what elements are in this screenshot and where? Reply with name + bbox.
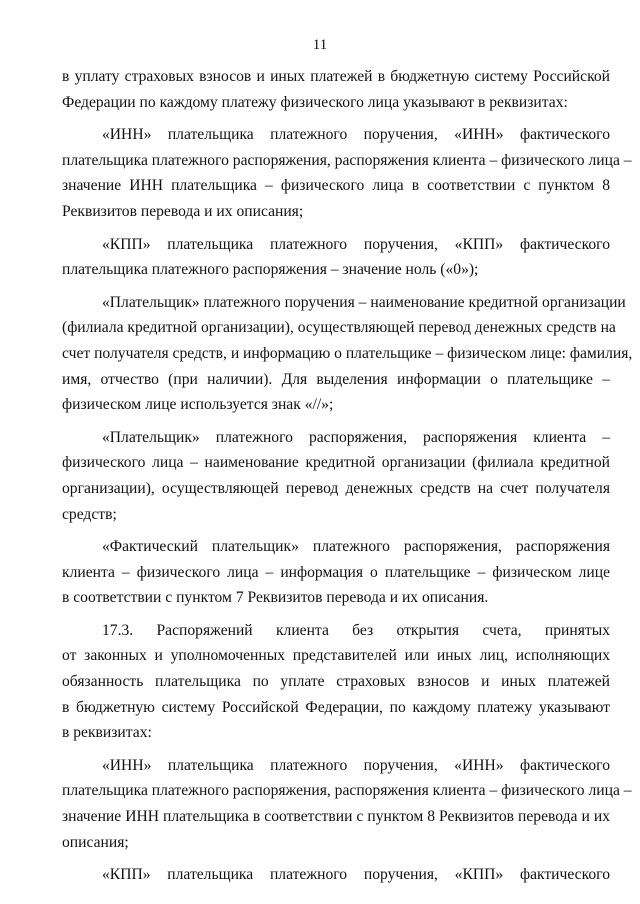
paragraph-gap <box>62 855 610 862</box>
text-line: обязанность плательщика по уплате страховых взносов и иных платежей <box>62 673 610 691</box>
paragraph-gap <box>62 225 610 232</box>
paragraph-gap <box>62 283 610 290</box>
text-line: Федерации по каждому платежу физического лица указывают в реквизитах: <box>62 93 568 111</box>
text-line: в реквизитах: <box>62 724 152 742</box>
text-line: плательщика платежного распоряжения, распоряжения клиента – физического лица – <box>62 151 632 169</box>
text-line: клиента – физического лица – информация о плательщике – физическом лице <box>62 563 610 581</box>
paragraph-gap <box>62 527 610 534</box>
paragraph-first-line: «КПП» плательщика платежного поручения, «КПП» фактического <box>102 235 610 253</box>
document-body <box>62 64 633 888</box>
text-line: в уплату страховых взносов и иных платежей в бюджетную систему Российской <box>62 68 610 85</box>
paragraph-gap <box>62 746 610 753</box>
paragraph-gap <box>62 418 610 425</box>
paragraph-first-line: 17.3. Распоряжений клиента без открытия счета, принятых <box>102 621 610 639</box>
paragraph-gap <box>62 611 610 618</box>
paragraph-first-line: «Плательщик» платежного распоряжения, распоряжения клиента – <box>102 428 610 446</box>
text-line: Реквизитов перевода и их описания; <box>62 202 304 220</box>
text-line: в соответствии с пунктом 7 Реквизитов перевода и их описания. <box>62 589 489 607</box>
paragraph-gap <box>62 115 610 122</box>
text-line: физическом лице используется знак «//»; <box>62 396 334 414</box>
text-line: от законных и уполномоченных представителей или иных лиц, исполняющих <box>62 647 610 665</box>
page-number: 11 <box>312 37 328 53</box>
paragraph-first-line: «ИНН» плательщика платежного поручения, «ИНН» фактического <box>102 756 610 774</box>
text-line: организации), осуществляющей перевод денежных средств на счет получателя <box>62 479 610 497</box>
text-line: в бюджетную систему Российской Федерации, по каждому платежу указывают <box>62 698 610 716</box>
text-line: (филиала кредитной организации), осуществляющей перевод денежных средств на <box>62 319 616 337</box>
paragraph-first-line: «Фактический плательщик» платежного распоряжения, распоряжения <box>102 538 610 556</box>
text-line: физического лица – наименование кредитной организации (филиала кредитной <box>62 454 610 472</box>
text-line: значение ИНН плательщика – физического лица в соответствии с пунктом 8 <box>62 177 610 195</box>
text-line: имя, отчество (при наличии). Для выделения информации о плательщике – <box>62 370 610 388</box>
text-line: значение ИНН плательщика в соответствии с пунктом 8 Реквизитов перевода и их <box>62 808 610 826</box>
text-line: счет получателя средств, и информацию о плательщике – физическом лице: фамилия, <box>62 344 633 362</box>
paragraph-first-line: «Плательщик» платежного поручения – наименование кредитной организации <box>102 293 626 311</box>
paragraph-first-line: «ИНН» плательщика платежного поручения, «ИНН» фактического <box>102 126 610 144</box>
paragraph-first-line: «КПП» плательщика платежного поручения, «КПП» фактического <box>102 866 610 884</box>
text-line: плательщика платежного распоряжения, распоряжения клиента – физического лица – <box>62 782 632 800</box>
text-line: описания; <box>62 833 129 851</box>
text-line: плательщика платежного распоряжения – значение ноль («0»); <box>62 261 479 279</box>
text-line: средств; <box>62 505 117 523</box>
